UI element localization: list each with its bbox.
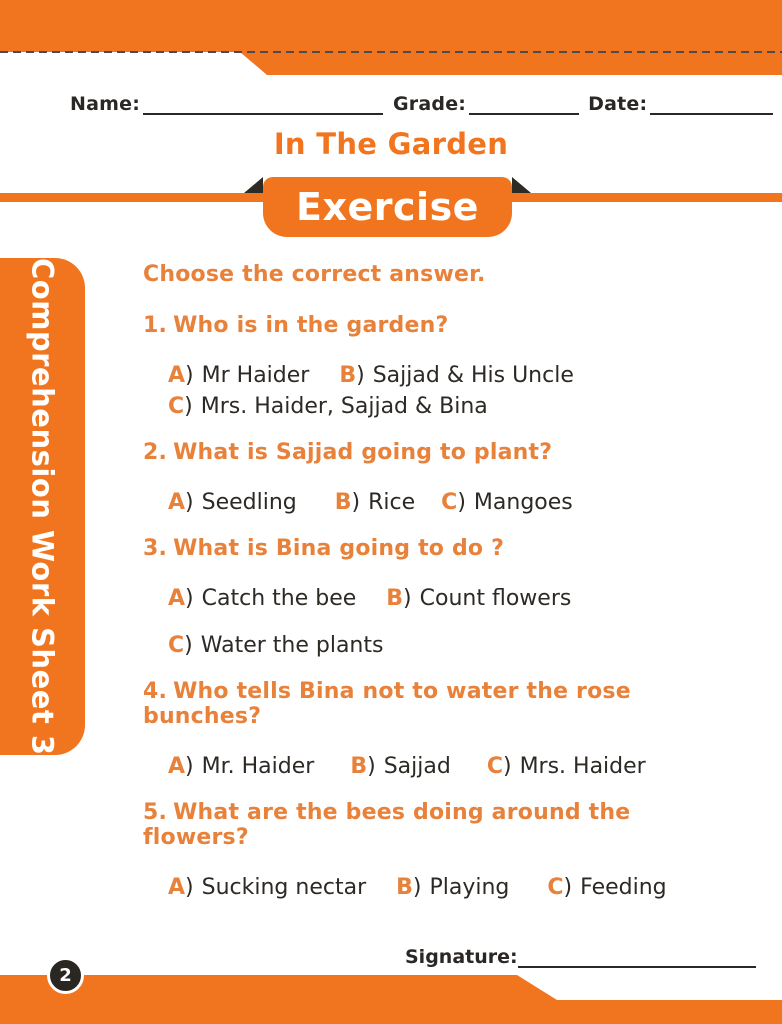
question-4-option-a: A) Mr. Haider <box>168 754 315 779</box>
question-2-option-a: A) Seedling <box>168 490 297 515</box>
question-3-option-b: B) Count flowers <box>386 586 572 611</box>
ribbon-fold-right <box>512 177 531 193</box>
question-1 <box>143 313 723 422</box>
question-4-option-b: B) Sajjad <box>350 754 451 779</box>
question-4-text: Who tells Bina not to water the rose bunches? <box>143 679 631 729</box>
sidebar-tab <box>0 258 85 755</box>
question-2-text: What is Sajjad going to plant? <box>173 440 553 465</box>
questions-section <box>143 262 723 921</box>
signature-label: Signature: <box>405 946 518 968</box>
date-blank-line <box>650 98 773 115</box>
name-grade-date-row <box>70 93 773 115</box>
question-3-number: 3. <box>143 536 168 561</box>
question-2-number: 2. <box>143 440 168 465</box>
question-4-number: 4. <box>143 679 168 704</box>
question-5-text: What are the bees doing around the flowers? <box>143 800 631 850</box>
ribbon-fold-left <box>244 177 263 193</box>
question-2-option-c: C) Mangoes <box>441 490 573 515</box>
question-5-option-b: B) Playing <box>396 875 510 900</box>
header-dashed-line <box>0 51 782 53</box>
page-number-badge <box>47 957 84 994</box>
question-5-option-c: C) Feeding <box>547 875 667 900</box>
page-number: 2 <box>59 965 72 986</box>
question-1-option-b: B) Sajjad & His Uncle <box>339 363 574 388</box>
question-3-text: What is Bina going to do ? <box>173 536 505 561</box>
question-2-option-b: B) Rice <box>334 490 416 515</box>
page-title: In The Garden <box>273 127 509 161</box>
instruction-text: Choose the correct answer. <box>143 262 486 287</box>
footer-orange-band <box>0 975 782 1024</box>
question-1-text: Who is in the garden? <box>173 313 449 338</box>
question-5 <box>143 800 723 903</box>
signature-row <box>405 946 756 968</box>
question-5-option-a: A) Sucking nectar <box>168 875 367 900</box>
grade-blank-line <box>469 98 579 115</box>
question-1-option-a: A) Mr Haider <box>168 363 310 388</box>
question-3-option-a: A) Catch the bee <box>168 586 357 611</box>
name-label: Name: <box>70 93 141 115</box>
grade-label: Grade: <box>393 93 467 115</box>
question-2 <box>143 440 723 518</box>
exercise-ribbon <box>263 177 512 237</box>
header-slanted-block <box>0 52 782 75</box>
question-4-option-c: C) Mrs. Haider <box>486 754 646 779</box>
sidebar-tab-label: Comprehension Work Sheet 3 <box>25 257 60 756</box>
question-5-number: 5. <box>143 800 168 825</box>
header-orange-band <box>0 0 782 52</box>
question-3 <box>143 536 723 661</box>
question-1-number: 1. <box>143 313 168 338</box>
question-3-option-c: C) Water the plants <box>168 633 384 658</box>
date-label: Date: <box>588 93 648 115</box>
name-blank-line <box>143 98 383 115</box>
signature-blank-line <box>518 951 756 968</box>
question-1-option-c: C) Mrs. Haider, Sajjad & Bina <box>168 394 488 419</box>
question-4 <box>143 679 723 782</box>
exercise-ribbon-label: Exercise <box>296 185 479 229</box>
